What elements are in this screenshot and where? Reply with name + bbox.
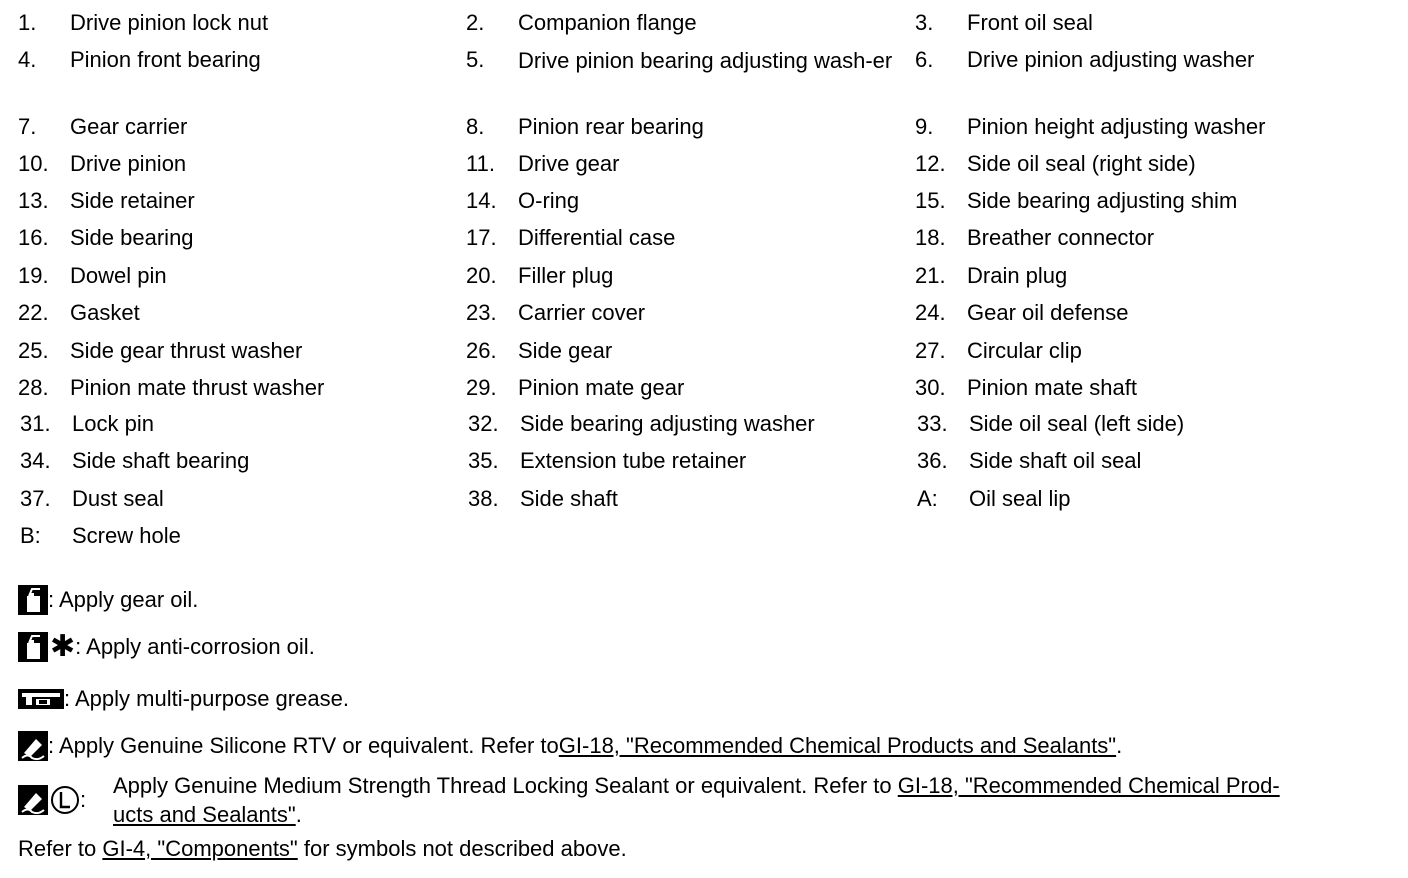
legend-item-number: 38. [468,486,499,511]
legend-item-label: Differential case [518,225,676,250]
legend-item-number: A: [917,486,938,511]
legend-item-number: 2. [466,10,485,35]
legend-item-number: 15. [915,188,946,213]
thread-lock-reference-link-part2[interactable]: ucts and Sealants" [113,802,296,827]
legend-item-label: Drain plug [967,263,1068,288]
legend-item-label: Side retainer [70,188,195,213]
legend-item-number: 18. [915,225,946,250]
legend-item-label: Gear carrier [70,114,188,139]
legend-item-number: 13. [18,188,49,213]
legend-item-number: 14. [466,188,497,213]
legend-item-number: 34. [20,448,51,473]
thread-lock-tail: . [295,802,302,827]
anti-corrosion-row [18,632,315,662]
legend-item-number: 32. [468,411,499,436]
legend-item-label: O-ring [518,188,580,213]
legend-item-label: Side oil seal (left side) [969,411,1185,436]
grease-row [18,686,349,712]
asterisk-icon: ✱ [50,630,76,663]
legend-item-label: Side oil seal (right side) [967,151,1196,176]
legend-item-label: Drive gear [518,151,620,176]
legend-item-number: 20. [466,263,497,288]
legend-item-label: Side bearing adjusting shim [967,188,1238,213]
legend-item-number: 17. [466,225,497,250]
silicone-reference-link[interactable]: GI-18, "Recommended Chemical Products and Sealants" [558,733,1117,758]
legend-item-number: 19. [18,263,49,288]
thread-lock-text: Apply Genuine Medium Strength Thread Locking Sealant or equivalent. Refer to [113,773,898,798]
legend-item-label: Pinion height adjusting washer [967,114,1266,139]
gear-oil-text: : Apply gear oil. [48,587,199,612]
legend-item-label: Screw hole [72,523,181,548]
legend-item-number: 7. [18,114,37,139]
oil-can-icon [18,585,48,615]
thread-lock-reference-link-part1[interactable]: GI-18, "Recommended Chemical Prod- [897,773,1280,798]
grease-gun-icon [18,688,64,710]
legend-item-label: Pinion front bearing [70,47,261,72]
legend-item-number: 29. [466,375,497,400]
legend-item-label: Dowel pin [70,263,167,288]
legend-item-label: Extension tube retainer [520,448,747,473]
refer-text-end: for symbols not described above. [297,836,627,861]
legend-item-number: 10. [18,151,49,176]
grease-text: : Apply multi-purpose grease. [64,686,349,711]
legend-item-label: Pinion rear bearing [518,114,704,139]
legend-item-label: Front oil seal [967,10,1093,35]
lock-letter-icon [50,785,80,815]
sealant-lock-icon [18,785,48,815]
legend-item-number: 21. [915,263,946,288]
legend-item-number: 25. [18,338,49,363]
legend-item-number: 31. [20,411,51,436]
legend-item-number: 30. [915,375,946,400]
legend-item-number: 5. [466,47,485,72]
legend-item-label: Drive pinion bearing adjusting wash-er [518,48,893,73]
legend-item-label: Drive pinion adjusting washer [967,47,1255,72]
legend-item-number: 9. [915,114,934,139]
legend-item-label: Pinion mate shaft [967,375,1137,400]
legend-item-number: 28. [18,375,49,400]
legend-item-number: 6. [915,47,934,72]
legend-item-label: Side bearing adjusting washer [520,411,815,436]
legend-item-number: 36. [917,448,948,473]
legend-item-number: 8. [466,114,485,139]
legend-item-label: Gear oil defense [967,300,1129,325]
legend-item-number: 23. [466,300,497,325]
legend-item-label: Breather connector [967,225,1155,250]
legend-item-number: 4. [18,47,37,72]
oil-can-star-icon [18,632,48,662]
legend-item-label: Drive pinion [70,151,187,176]
legend-item-number: 1. [18,10,37,35]
legend-item-label: Side shaft [520,486,618,511]
sealant-icon [18,731,48,761]
legend-item-label: Companion flange [518,10,697,35]
legend-item-label: Filler plug [518,263,614,288]
silicone-row [18,731,1122,761]
legend-item-label: Side shaft bearing [72,448,250,473]
legend-item-number: 33. [917,411,948,436]
legend-item-number: B: [20,523,41,548]
legend-item-label: Gasket [70,300,140,325]
anti-corrosion-text: : Apply anti-corrosion oil. [75,634,315,659]
legend-item-number: 35. [468,448,499,473]
legend-item-label: Lock pin [72,411,154,436]
legend-item-label: Side gear [518,338,613,363]
legend-item-number: 3. [915,10,934,35]
legend-item-label: Side gear thrust washer [70,338,303,363]
legend-item-label: Circular clip [967,338,1082,363]
components-reference-link[interactable]: GI-4, "Components" [102,836,298,861]
thread-lock-row [18,785,86,815]
legend-item-label: Pinion mate thrust washer [70,375,325,400]
legend-item-number: 37. [20,486,51,511]
legend-item-label: Side bearing [70,225,194,250]
refer-note [18,836,627,862]
legend-item-label: Side shaft oil seal [969,448,1142,473]
gear-oil-row [18,585,198,615]
legend-item-label: Drive pinion lock nut [70,10,269,35]
silicone-tail: . [1116,733,1123,758]
legend-item-label: Oil seal lip [969,486,1071,511]
legend-item-label: Pinion mate gear [518,375,685,400]
thread-lock-text-block [113,771,1280,829]
legend-item-label: Dust seal [72,486,164,511]
refer-text-start: Refer to [18,836,103,861]
legend-item-label: Carrier cover [518,300,646,325]
legend-item-number: 16. [18,225,49,250]
legend-item-number: 24. [915,300,946,325]
legend-item-number: 22. [18,300,49,325]
silicone-text: : Apply Genuine Silicone RTV or equivalent. Refer to [48,733,559,758]
thread-lock-prefix: : [80,787,87,812]
legend-item-number: 26. [466,338,497,363]
legend-item-number: 12. [915,151,946,176]
legend-item-number: 11. [466,151,495,176]
legend-item-number: 27. [915,338,946,363]
